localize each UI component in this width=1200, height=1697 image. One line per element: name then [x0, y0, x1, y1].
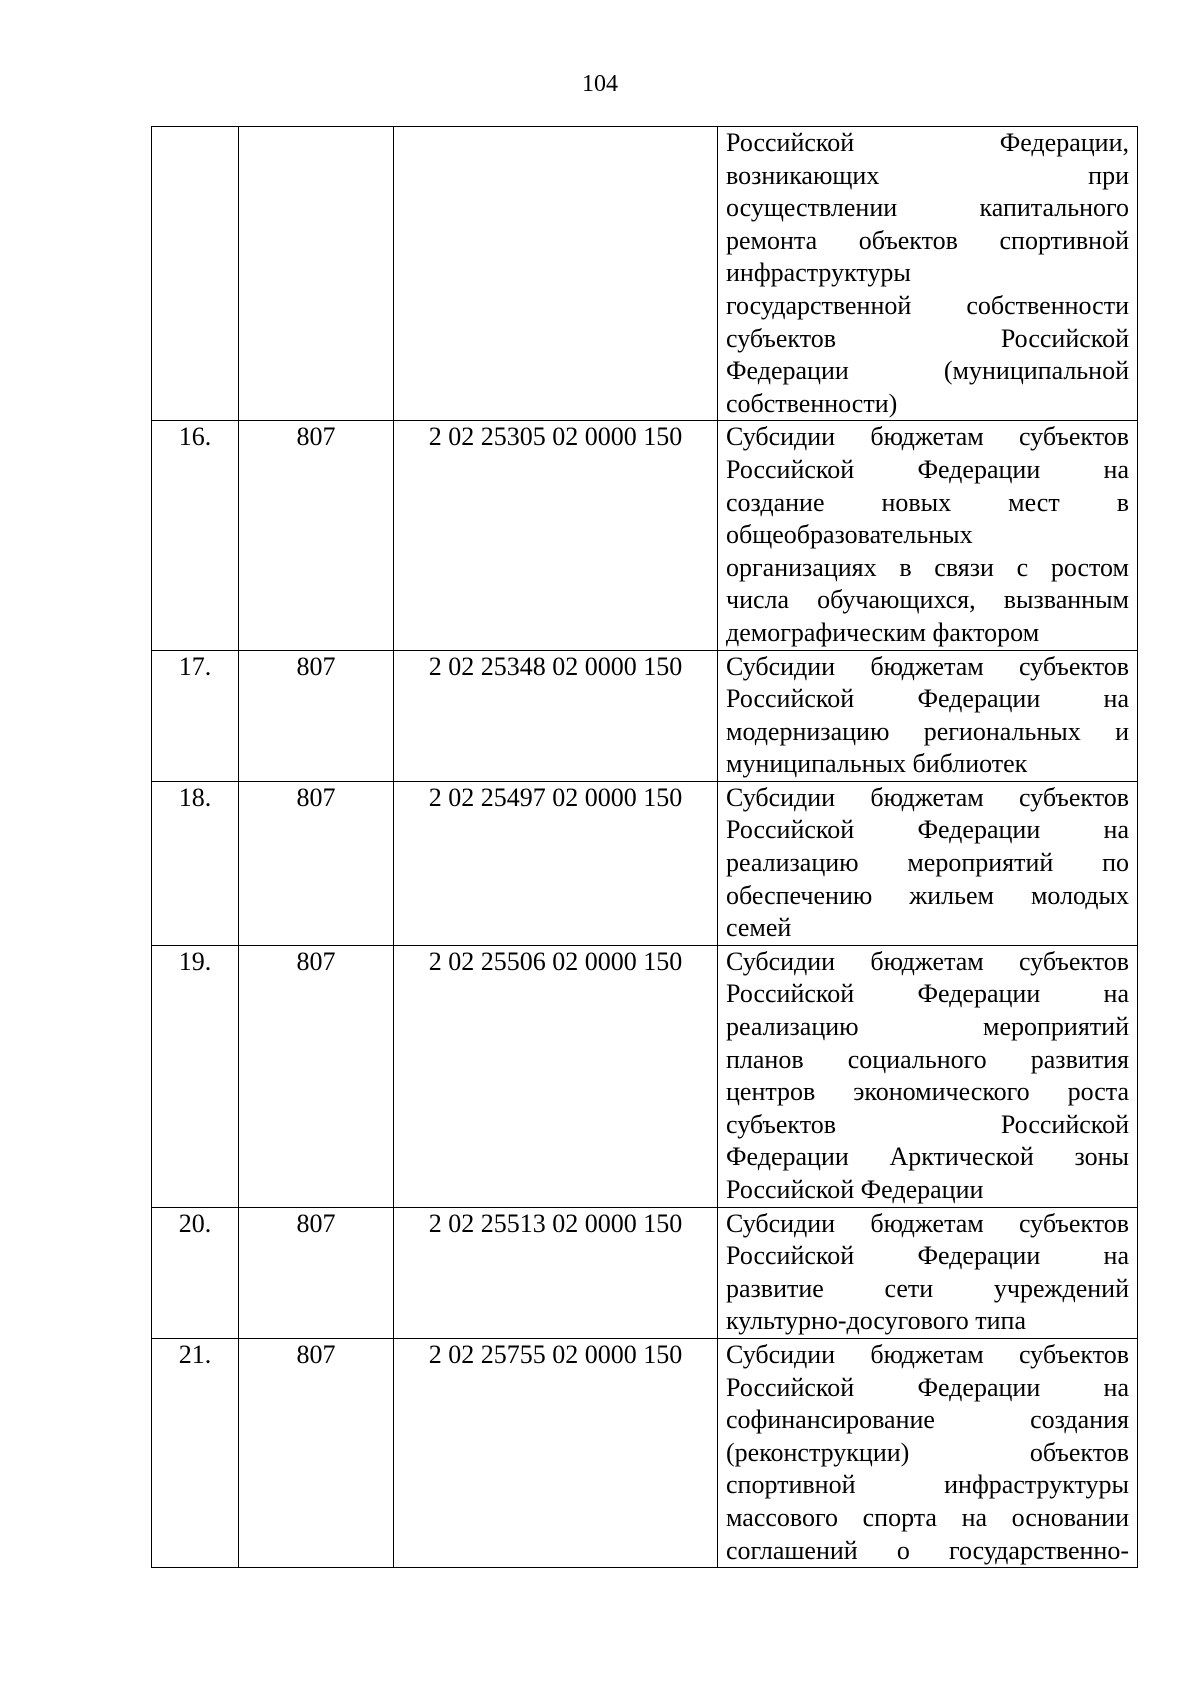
description-line: спортивной инфраструктуры: [726, 1470, 1129, 1500]
description-line: создание новых мест в: [726, 487, 1129, 517]
description-line: модернизацию региональных и: [726, 716, 1129, 746]
description-line: планов социального развития: [726, 1044, 1129, 1074]
description-line: реализацию мероприятий по: [726, 848, 1129, 878]
table-row: [152, 781, 1138, 945]
revenue-description-cell: [718, 945, 1138, 1207]
budget-classification-code-cell: 2 02 25755 02 0000 150: [394, 1338, 718, 1567]
description-line: Субсидии бюджетам субъектов: [726, 1208, 1129, 1238]
description-line: Российской Федерации на: [726, 454, 1129, 484]
description-line: демографическим фактором: [726, 617, 1040, 647]
description-line: Субсидии бюджетам субъектов: [726, 782, 1129, 812]
table-body: [152, 127, 1138, 1568]
administrator-code-cell: 807: [239, 781, 394, 945]
description-line: возникающих при: [726, 160, 1129, 190]
administrator-code-cell: 807: [239, 421, 394, 650]
description-line: инфраструктуры: [726, 258, 911, 288]
description-line: субъектов Российской: [726, 1109, 1129, 1139]
revenue-description-cell: [718, 1338, 1138, 1567]
description-line: Российской Федерации на: [726, 1241, 1129, 1271]
row-number-cell: 18.: [152, 781, 239, 945]
description-line: Субсидии бюджетам субъектов: [726, 422, 1129, 452]
budget-classification-code-cell: 2 02 25506 02 0000 150: [394, 945, 718, 1207]
description-line: Федерации Арктической зоны: [726, 1142, 1129, 1172]
row-number-cell: 17.: [152, 650, 239, 781]
description-line: Федерации (муниципальной: [726, 356, 1129, 386]
revenue-description-cell: [718, 127, 1138, 421]
description-line: Субсидии бюджетам субъектов: [726, 1339, 1129, 1369]
description-line: обеспечению жильем молодых: [726, 880, 1129, 910]
row-number-cell: [152, 127, 239, 421]
description-line: семей: [726, 913, 792, 943]
table-row: [152, 650, 1138, 781]
description-line: Российской Федерации,: [726, 128, 1129, 157]
administrator-code-cell: 807: [239, 1338, 394, 1567]
description-line: центров экономического роста: [726, 1077, 1129, 1107]
description-line: Российской Федерации: [726, 1175, 984, 1204]
revenue-description-cell: [718, 421, 1138, 650]
description-line: субъектов Российской: [726, 323, 1129, 353]
description-line: реализацию мероприятий: [726, 1012, 1129, 1042]
budget-classification-code-cell: 2 02 25497 02 0000 150: [394, 781, 718, 945]
budget-codes-table: [151, 126, 1138, 1568]
row-number-cell: 16.: [152, 421, 239, 650]
description-line: общеобразовательных: [726, 520, 973, 550]
description-line: развитие сети учреждений: [726, 1273, 1129, 1303]
description-line: Субсидии бюджетам субъектов: [726, 946, 1129, 976]
description-line: ремонта объектов спортивной: [726, 225, 1129, 255]
description-line: Российской Федерации на: [726, 684, 1129, 714]
description-line: государственной собственности: [726, 290, 1129, 320]
row-number-cell: 19.: [152, 945, 239, 1207]
budget-classification-code-cell: 2 02 25305 02 0000 150: [394, 421, 718, 650]
budget-classification-code-cell: 2 02 25348 02 0000 150: [394, 650, 718, 781]
description-line: софинансирование создания: [726, 1405, 1129, 1435]
table-row: [152, 1338, 1138, 1567]
row-number-cell: 20.: [152, 1207, 239, 1338]
administrator-code-cell: [239, 127, 394, 421]
description-line: соглашений о государственно-: [726, 1535, 1129, 1565]
budget-classification-code-cell: [394, 127, 718, 421]
revenue-description-cell: [718, 1207, 1138, 1338]
administrator-code-cell: 807: [239, 1207, 394, 1338]
description-line: организациях в связи с ростом: [726, 552, 1129, 582]
budget-classification-code-cell: 2 02 25513 02 0000 150: [394, 1207, 718, 1338]
description-line: числа обучающихся, вызванным: [726, 585, 1129, 615]
description-line: муниципальных библиотек: [726, 749, 1028, 779]
row-number-cell: 21.: [152, 1338, 239, 1567]
description-line: Российской Федерации на: [726, 979, 1129, 1009]
administrator-code-cell: 807: [239, 650, 394, 781]
table-row: [152, 127, 1138, 421]
description-line: осуществлении капитального: [726, 193, 1129, 223]
table-row: [152, 421, 1138, 650]
revenue-description-cell: [718, 781, 1138, 945]
description-line: Российской Федерации на: [726, 815, 1129, 845]
description-line: Субсидии бюджетам субъектов: [726, 651, 1129, 681]
description-line: культурно-досугового типа: [726, 1306, 1026, 1336]
table-row: [152, 1207, 1138, 1338]
page-number: 104: [582, 71, 618, 97]
revenue-description-cell: [718, 650, 1138, 781]
table-row: [152, 945, 1138, 1207]
description-line: собственности): [726, 388, 898, 418]
description-line: (реконструкции) объектов: [726, 1437, 1129, 1467]
administrator-code-cell: 807: [239, 945, 394, 1207]
description-line: массового спорта на основании: [726, 1502, 1129, 1532]
description-line: Российской Федерации на: [726, 1372, 1129, 1402]
